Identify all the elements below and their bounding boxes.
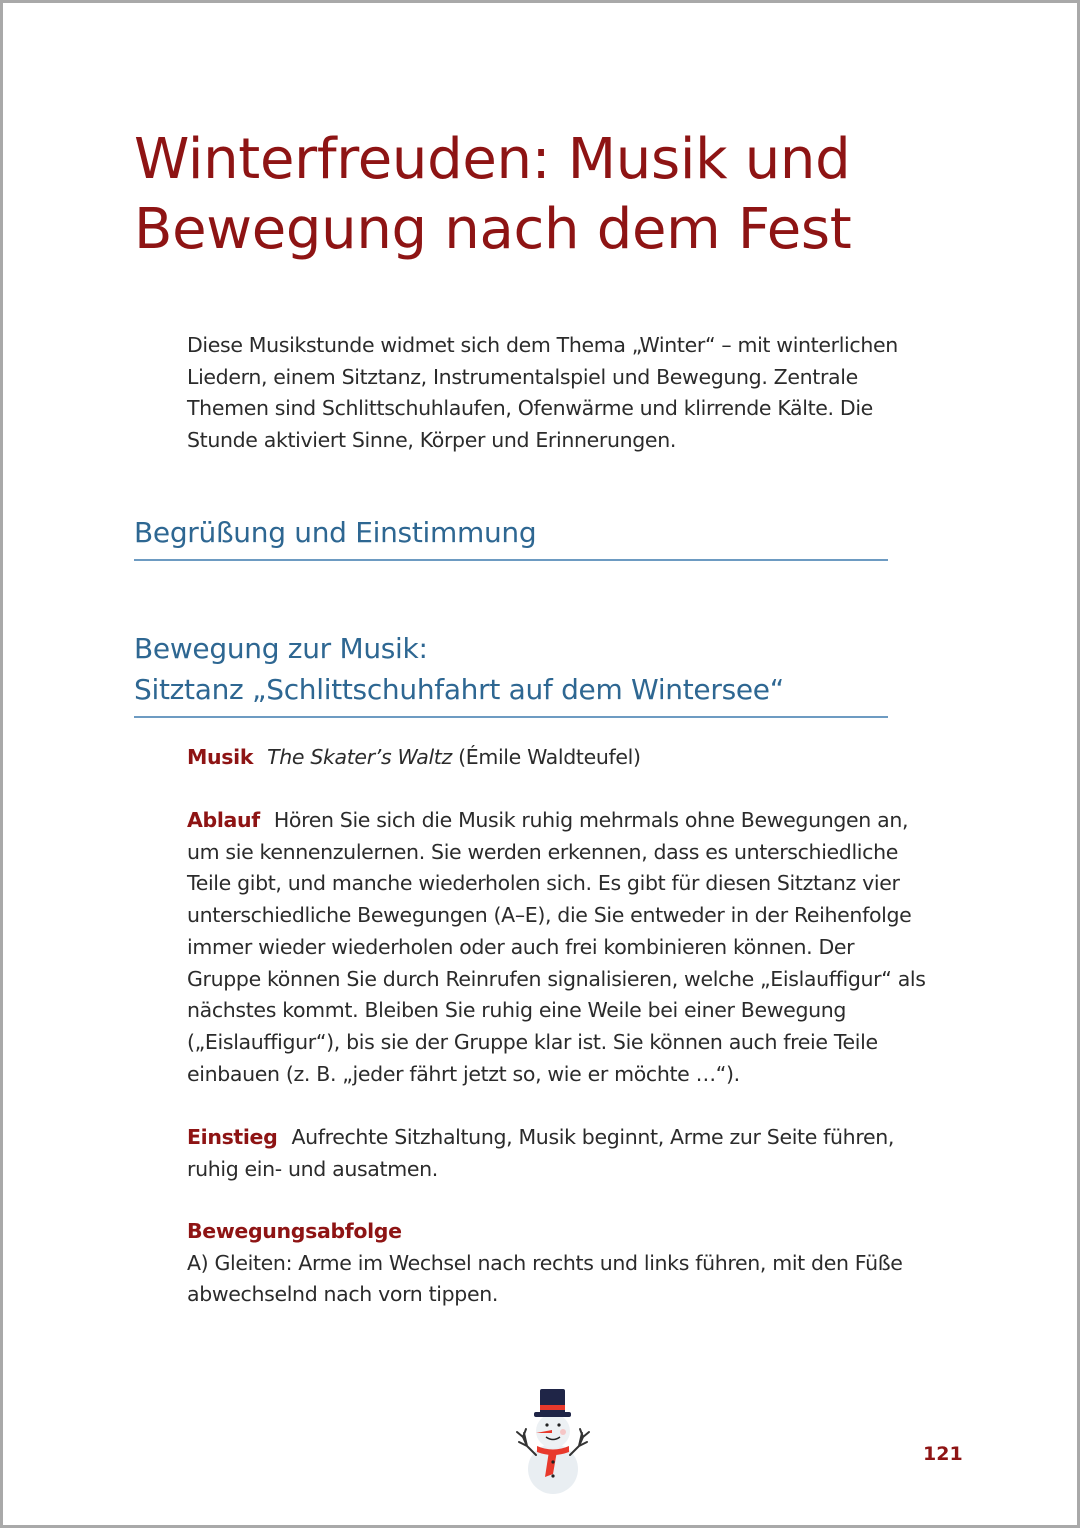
musik-label: Musik [187,745,254,769]
page-title-line-2: Bewegung nach dem Fest [134,197,852,262]
einstieg-text: Aufrechte Sitzhaltung, Musik beginnt, Arme zur Seite führen, ruhig ein- und ausatmen. [187,1125,895,1181]
page-title-line-1: Winterfreuden: Musik und [134,127,851,192]
music-composer: (Émile Waldteufel) [458,745,641,769]
intro-paragraph: Diese Musikstunde widmet sich dem Thema „Winter“ – mit winterlichen Liedern, einem Sitztanz, Instrumentalspiel und Bewegung. Zentrale Themen sind Schlittschuhlaufen, Ofenwärme und klirrende Kälte. Die Stunde aktiviert Sinne, Körper und Erinnerungen. [187,333,898,453]
bewegungsabfolge-block [187,1216,927,1311]
page-number: 121 [923,1443,963,1465]
musik-paragraph [187,742,927,774]
snowman-icon [503,1385,603,1495]
ablauf-label: Ablauf [187,808,260,832]
einstieg-label: Einstieg [187,1125,278,1149]
ablauf-text: Hören Sie sich die Musik ruhig mehrmals ohne Bewegungen an, um sie kennenzulernen. Sie werden erkennen, dass es unterschiedliche Teile gibt, und manche wiederholen sich. Es gibt für diesen Sitztanz vier unterschiedliche Bewegungen (A–E), die Sie entweder in der Reihenfolge immer wieder wiederholen oder auch frei kombinieren können. Der Gruppe können Sie durch Reinrufen signalisieren, welche „Eislauffigur“ als nächstes kommt. Bleiben Sie ruhig eine Weile bei einer Bewegung („Eislauffigur“), bis sie der Gruppe klar ist. Sie können auch freie Teile einbauen (z. B. „jeder fährt jetzt so, wie er möchte …“). [187,808,926,1086]
ablauf-paragraph [187,805,927,1090]
page-title [134,125,994,265]
bewegung-item-a: A) Gleiten: Arme im Wechsel nach rechts und links führen, mit den Füße abwechselnd nach vorn tippen. [187,1250,903,1307]
section-heading-begruessung [134,512,888,561]
music-title: The Skater’s Waltz [267,745,452,769]
bewegungsabfolge-label: Bewegungsabfolge [187,1219,402,1243]
einstieg-paragraph [187,1122,927,1185]
section-heading-sitztanz [134,628,888,718]
section-heading-text: Begrüßung und Einstimmung [134,516,537,549]
section-heading-line-1: Bewegung zur Musik: [134,632,428,665]
section-heading-line-2: Sitztanz „Schlittschuhfahrt auf dem Wintersee“ [134,673,784,706]
